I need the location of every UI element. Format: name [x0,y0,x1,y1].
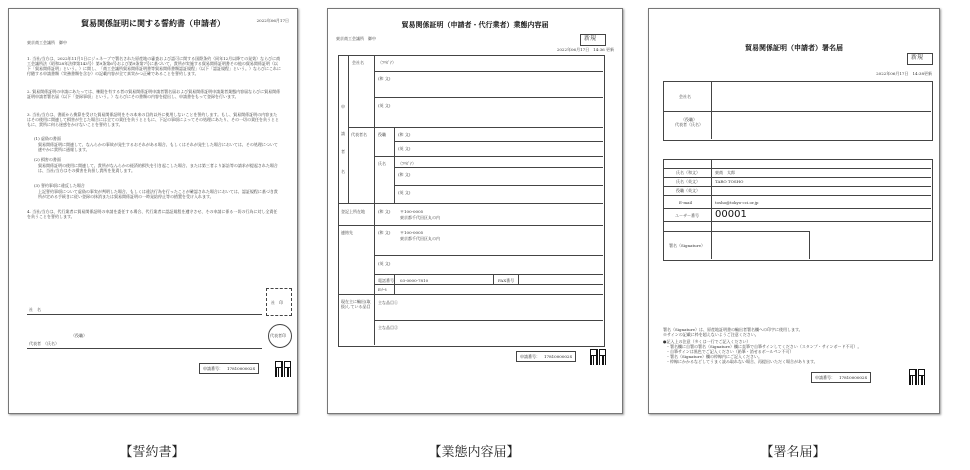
rep-position-label: 役職 [378,132,386,137]
pledge-item-1-text: 貿易関係証明に関連して、なんらかの事故が発生するおそれがある場合、もしくはそれが発生した場合においては、その処理について速やかに貴所に通報します。 [38,142,278,152]
caption-business-form: 【業態内容届】 [428,445,520,460]
signature-note-6: ・署名（Signature）欄の枠線内にご記入ください。 [666,354,763,359]
tel-value: 03-0000-7810 [400,278,429,283]
rep-fullname-label: 氏名 [378,161,386,166]
email-label: Eﾒｰﾙ [378,287,387,292]
side-label-3: 者 [341,149,345,154]
rep-seal-label: 代表者印 [270,333,286,338]
tel-label: 電話番号 [378,278,394,283]
rep-name-label: 代表者名 [351,132,367,137]
pledge-item-3-text: 上記誓約事項について虚偽の事実が判明した場合、もしくは違法行為を行ったことが確認された場合においては、認証規程に基づき貴所が定める手続きに従い登録の抹消または貿易関係証明の一時発給停止等の措置を受け入れます。 [38,189,278,199]
name-en-value: TARO TOSHO [715,179,744,184]
pledge-title: 貿易関係証明に関する誓約書（申請者） [81,18,225,28]
company-name-label: 会社名 [352,60,364,65]
pledge-date: 2022年06月17日 [256,18,289,23]
signature-note-1: 署名（Signature）は、原産地証明書の輸出者署名欄への印字に使用します。 [663,327,803,332]
company-jp-label: (和 文) [378,76,391,81]
rep-position-jp-label: (和 文) [398,132,411,137]
pledge-paragraph-3: 3. 当社/当方は、書面から換算を受けた貿易関係証明をその本来の目的以外に使用しないことを誓約します。もし、貿易関係証明の内容またはその使用に関連して損害が生じた場合には全ての責任を負うとともに、下記の事項によってその処理にあたり、その一切の責任を負うとともに、貴所に何ら迷惑をかけないことを誓約します。 [27,112,279,127]
signature-rep-label: （役職） 代表者（氏名） [675,117,703,127]
pledge-qr-code [275,361,291,377]
rep-position-en-label: (英 文) [398,146,411,151]
pledge-application-number: 申請番号： 1781000002S [199,363,259,374]
user-number-value: 00001 [715,209,747,220]
signature-note-3: ●記入上の注意（多くは一行でご記入ください） [663,339,751,344]
pledge-document [8,8,298,414]
rep-name-en-label: (英 文) [398,190,411,195]
office-address-label: 連絡先 [341,230,353,235]
export-item-1: 主な品目① [378,300,398,305]
office-address-zip: 〒100-0005 [400,230,424,235]
business-form-addressee: 東京商工会議所 御中 [336,36,376,41]
pledge-rep-label: 代表者 （氏名） [29,341,59,346]
signature-form-qr-code [909,369,925,385]
business-form-updated: 2022年06月17日 14:36 更新 [556,47,614,52]
signature-form-application-number: 申請番号： 1781000002S [811,372,871,383]
company-kana-label: （ﾌﾘｶﾞﾅ） [378,60,396,65]
pledge-paragraph-1: 1. 当社/当方は、2022年11月1日にジェネーブで署名された原産地の審査および認可に関する国際条約（同年12月以降ての発効）ならびに商工会議所法（昭和28年法律第143号）第9条第6号および第9条第7号に基づいて、貴所が実施する貿易関係証明書その他の貿易関係証明（以下「貿易関係証明」という。）に関し、「商工会議所貿易関係証明書等貿易関係書類認証規程」（以下「認証規程」という。）ならびにこれに付随する申請書類（実務書類を含む）の記載内容が全て真実かつ正確であることを誓約します。 [27,56,281,76]
business-form-qr-code [590,349,606,365]
pledge-item-1-title: (1) 虚偽の書面 [34,136,61,141]
company-seal-label: 社 印 [271,300,283,305]
pledge-company-label: 社 名 [29,307,41,312]
pledge-company-line [27,314,262,315]
signature-form-title: 貿易関係証明（申請者）署名届 [745,43,843,52]
registered-address-jp-label: (和 文) [378,209,391,214]
office-address-en-label: (英 文) [378,261,391,266]
registered-address-zip: 〒100-0005 [400,209,424,214]
pledge-addressee: 東京商工会議所 御中 [27,40,67,45]
side-label-2: 請 [341,131,345,136]
office-address-street: 東京都千代田区丸の内 [400,236,440,241]
business-form-application-number: 申請番号： 1781000002S [516,351,576,362]
signature-form-document [648,8,940,414]
rep-name-jp-label: (和 文) [398,172,411,177]
email-value: tosho@tokyo-cci.or.jp [715,200,759,205]
side-label-4: 名 [341,169,345,174]
fax-label: FAX番号 [498,278,515,283]
caption-pledge: 【誓約書】 [119,445,185,460]
signature-note-7: ・枠線にかかるなどしてうまく読み取れない場合、再提出いただく場合があります。 [666,359,818,364]
business-form-document [327,8,623,414]
signature-company-label: 会社名 [679,94,691,99]
registered-address-street: 東京都千代田区丸の内 [400,215,440,220]
signature-label: 署名（Signature） [669,243,706,248]
pledge-paragraph-2: 2. 貿易関係証明の申請にあたっては、権限を有する者の貿易関係証明申請者署名届および貿易関係証明申請業者業態内容届ならびに貿易関係証明申請者署名届（以下「登録事項」という。）ならびにその書類の内容を提出し、申請書をもって登録を行います。 [27,89,281,99]
business-form-title: 貿易関係証明（申請者・代行業者）業態内容届 [401,20,549,29]
signature-note-4: ・署名欄に自署の署名（Signature）欄に直筆で自筆サインしてください（スタンプ・サインボード不可）。 [666,344,862,349]
signature-form-updated: 2022年06月17日 14:38更新 [876,71,932,76]
name-jp-value: 東商 太郎 [715,170,735,175]
side-label-1: 申 [341,104,345,109]
signature-note-5: ・自筆サインは黒色でご記入ください（鉛筆・消せるボールペン不可） [666,349,794,354]
caption-signature-form: 【署名届】 [760,445,826,460]
business-form-badge-label: 新規 [584,35,597,42]
signature-note-2: ※サインの記載に枠を超えないようご注意ください。 [663,332,759,337]
signature-form-badge-label: 新規 [911,54,924,61]
pledge-item-2-title: (2) 損害の書面 [34,157,61,162]
registered-address-label: 登記上所在地 [341,209,365,214]
pledge-title-label: （役職） [71,333,87,338]
name-en-label: 氏名（英文） [676,179,700,184]
pledge-paragraph-4: 4. 当社/当方は、代行業者に貿易関係証明の申請を委任する場合、代行業者に認証規程を遵守させ、その申請に係る一切の行為に対し全責任を負うことを誓約します。 [27,209,278,219]
pledge-item-3-title: (3) 誓約事項に違反した場合 [34,183,85,188]
name-jp-label: 氏名（和文） [676,170,700,175]
export-items-label: 現在主に輸出(取扱)している品目 [341,299,371,309]
export-item-2: 主な品目② [378,325,398,330]
position-en-label: 役職（英文） [676,188,700,193]
user-number-label: ユーザー番号 [675,213,699,218]
company-en-label: (英 文) [378,103,391,108]
pledge-item-2-text: 貿易関係証明の使用に関連して、貴所がなんらかの経済的損失を引き起こした場合、または第三者より訴訟等の請求が提起された場合は、当社/当方はその損害を負担し貴所を免責します。 [38,163,278,173]
office-address-jp-label: (和 文) [378,230,391,235]
rep-name-kana-label: （ﾌﾘｶﾞﾅ） [398,161,416,166]
email-label: E-mail [679,200,693,205]
pledge-rep-line [27,348,262,349]
